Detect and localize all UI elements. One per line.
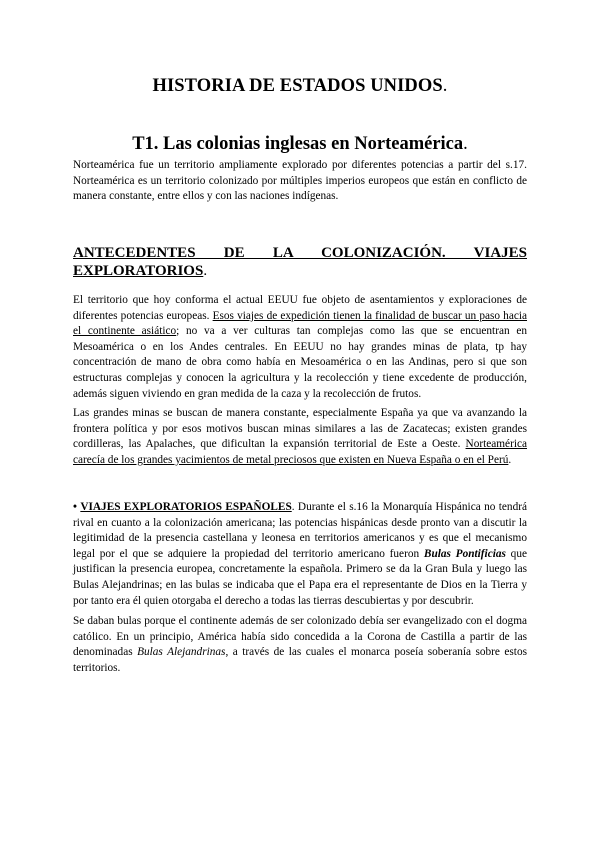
- text-run: .: [508, 453, 512, 466]
- text-run: Se daban bulas porque el continente además de ser colonizado debía ser evangelizado con el dogma católico. En un principio, América había sido concedida a la Corona de Castilla a partir de las denominadas: [73, 615, 527, 659]
- subtitle-text: T1. Las colonias inglesas en Norteamérica: [132, 134, 464, 154]
- document-subtitle: [0, 134, 600, 155]
- bold-text: Bulas Pontificias: [423, 547, 506, 560]
- text-run: que justifican la presencia europea, concretamente la española. Primero se da la Gran Bula y luego las Bulas Alejandrinas; en las bulas se indicaba que el Papa era el representante de Dios en la Tierra y por tanto era él quien otorgaba el derecho a todas las tierras descubiertas y por descubrir.: [73, 547, 527, 607]
- text-run: Durante el s.16 la Monarquía Hispánica no tendrá rival en cuanto a la colonización americana; las potencias hispánicas desde pronto van a discutir la legitimidad de la presencia castellana y leonesa en territorios americanos y es que el mecanismo legal por el que se adquiere la propiedad del territorio americano fueron: [73, 501, 527, 560]
- text-run: El territorio que hoy conforma el actual EEUU fue objeto de asentamientos y exploraciones de diferentes potencias europeas.: [73, 294, 527, 322]
- title-dot: .: [442, 76, 448, 96]
- text-run: Las grandes minas se buscan de manera constante, especialmente España ya que va avanzando la frontera política y por esos motivos buscan minas similares a las de Zacatecas; existen grandes cordilleras, las Apalaches, que dificultan la expansión territorial de Este a Oeste.: [73, 407, 527, 451]
- viajes-paragraph-2: [73, 614, 527, 676]
- document-title: [0, 76, 600, 97]
- underlined-text: Esos viajes de expedición tienen la finalidad de buscar un paso hacia el continente asiático: [73, 309, 528, 338]
- section-heading-text: ANTECEDENTES DE LA COLONIZACIÓN. VIAJES EXPLORATORIOS: [73, 245, 527, 279]
- viajes-paragraph-1: [73, 500, 527, 609]
- underlined-text: Norteamérica carecía de los grandes yacimientos de metal preciosos que existen en Nueva España o en el Perú: [73, 438, 527, 466]
- text-run: ; no va a ver culturas tan complejas como las que se encuentran en Mesoamérica o en los Andes centrales. En EEUU no hay grandes minas de plata, tp hay concentración de mano de obra como había en Mesoamérica o en las Andinas, pero si que son estructuras complejas y conocen la agricultura y la recolección y tiene excedente de producción, además siguen viviendo en gran medida de la caza y la recolección de frutos.: [73, 325, 527, 400]
- italic-text: Bulas Alejandrinas: [137, 646, 226, 659]
- antecedentes-paragraph-2: [73, 406, 527, 468]
- bullet-glyph: •: [73, 501, 77, 513]
- subsection-heading: VIAJES EXPLORATORIOS ESPAÑOLES: [80, 501, 292, 513]
- section-heading-dot: .: [203, 263, 208, 279]
- intro-paragraph: Norteamérica fue un territorio ampliamente explorado por diferentes potencias a partir del s.17. Norteamérica es un territorio colonizado por múltiples imperios europeos que están en conflicto de manera constante, entre ellos y con las naciones indígenas.: [73, 159, 527, 203]
- title-text: HISTORIA DE ESTADOS UNIDOS: [152, 76, 443, 96]
- heading-dot: .: [291, 501, 295, 513]
- text-run: , a través de las cuales el monarca poseía soberanía sobre estos territorios.: [73, 646, 527, 674]
- subtitle-dot: .: [463, 134, 468, 154]
- antecedentes-paragraph-1: [73, 293, 527, 402]
- section-heading-antecedentes: [73, 244, 527, 280]
